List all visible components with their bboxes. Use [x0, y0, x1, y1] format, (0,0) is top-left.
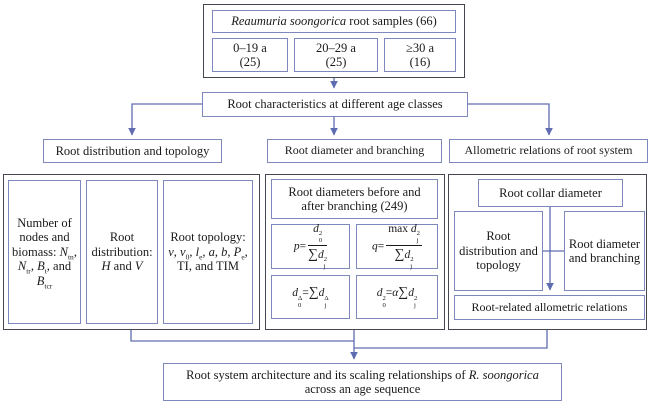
formula-alpha-box [356, 275, 438, 319]
root-samples-title-text: Reaumuria soongorica root samples (66) [231, 14, 437, 29]
root-characteristics-box [202, 92, 468, 117]
arrow-characteristics-to-right [468, 104, 549, 135]
age-class-3-label: ≥30 a [405, 40, 435, 55]
age-class-2-count: (25) [325, 55, 347, 69]
header-left-label: Root distribution and topology [55, 143, 210, 158]
age-class-1-label: 0–19 a [233, 40, 267, 55]
formula-delta-box [271, 275, 350, 319]
conclusion-text: Root system architecture and its scaling relationships of R. soongorica across an age sequence [186, 367, 539, 396]
formula-q-box [356, 224, 438, 269]
formula-q: q= max d 2 j ∑d 2 j [371, 222, 420, 271]
formula-alpha: d 2 0 =α∑d 2 j [376, 284, 418, 309]
header-middle-label: Root diameter and branching [284, 143, 425, 158]
root-distribution-text: Root distribution: H and V [91, 230, 153, 274]
header-root-diameter-branching [267, 139, 442, 163]
age-class-1-count: (25) [239, 55, 261, 69]
line-right-merge [354, 330, 547, 348]
root-related-allometric-text: Root-related allometric relations [471, 299, 628, 314]
formula-p: p= d 2 0 ∑d 2 j [293, 222, 328, 271]
conclusion-box [163, 363, 562, 401]
root-topology-text: Root topology: v, $v_0$, $l_e$, a, b, $P_e$, TI, and TIM [168, 230, 248, 274]
right-diameter-branching-box [564, 211, 645, 291]
age-class-3 [384, 38, 456, 72]
root-collar-diameter-box [478, 179, 623, 207]
line-left-merge [131, 330, 354, 341]
root-related-allometric-box [454, 295, 645, 320]
diameters-branching-text: Root diameters before and after branching (249) [288, 184, 421, 213]
age-class-2 [294, 38, 378, 72]
nodes-biomass-box [8, 180, 81, 324]
header-right-label: Allometric relations of root system [464, 143, 633, 158]
root-topology-box [163, 180, 253, 324]
root-characteristics-label: Root characteristics at different age classes [227, 97, 443, 112]
age-class-3-count: (16) [409, 55, 431, 69]
right-distribution-topology-box [454, 211, 543, 291]
formula-delta: d Δ 0 =∑d Δ j [292, 284, 329, 309]
root-distribution-box [86, 180, 158, 324]
root-samples-title [212, 10, 456, 33]
diameters-branching-box [271, 179, 438, 219]
nodes-biomass-text: Number of nodes and biomass: $N_{tn}$, $N_{tr}$, $B_t$, and $B_{tcr}$ [12, 216, 77, 291]
right-distribution-topology-text: Root distribution and topology [459, 229, 538, 273]
header-allometric-relations [449, 139, 648, 163]
right-diameter-branching-text: Root diameter and branching [568, 236, 641, 265]
root-collar-diameter-text: Root collar diameter [499, 185, 602, 200]
age-class-2-label: 20–29 a [316, 40, 356, 55]
header-root-distribution-topology [43, 139, 222, 163]
age-class-1 [212, 38, 288, 72]
arrow-characteristics-to-left [132, 104, 202, 135]
formula-p-box [271, 224, 350, 269]
